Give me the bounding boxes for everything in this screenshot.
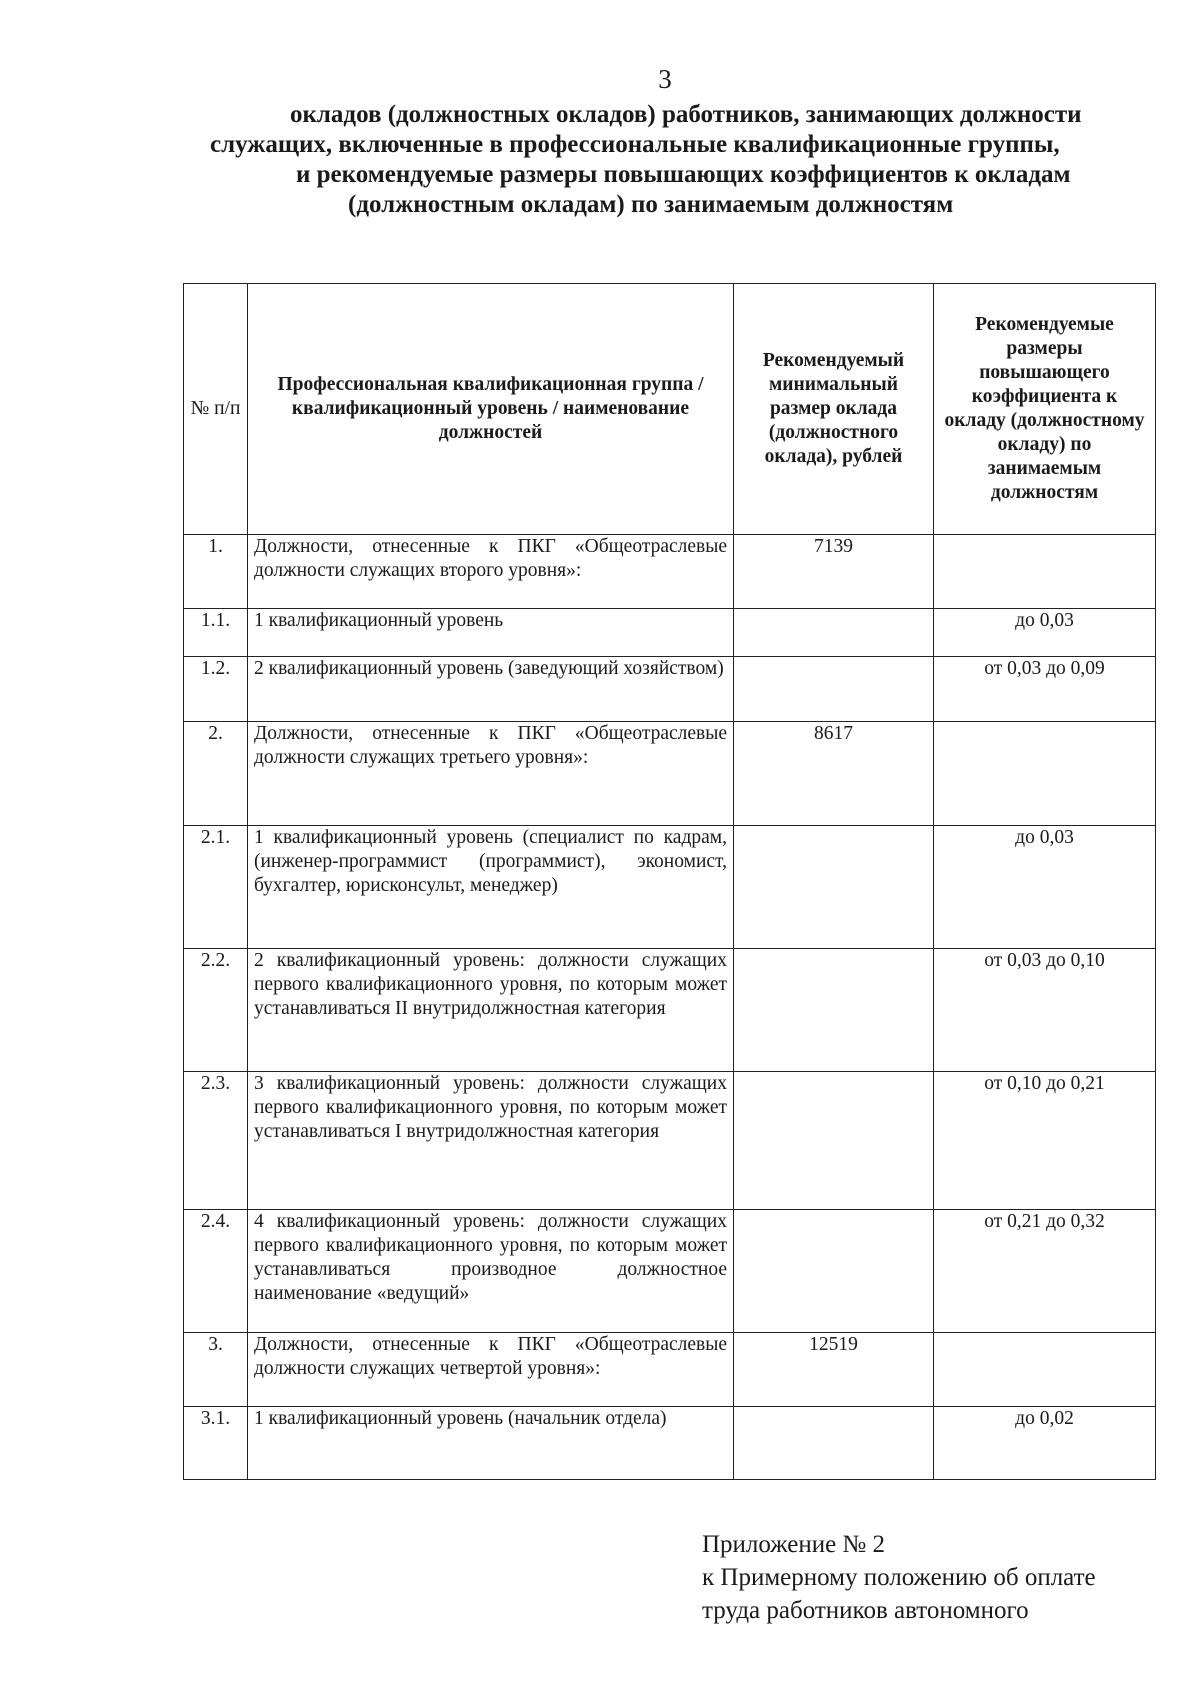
table-row [184, 949, 1156, 1072]
row-num: 3.1. [184, 1407, 248, 1480]
row-num: 2.1. [184, 826, 248, 949]
row-num: 2.2. [184, 949, 248, 1072]
row-num: 1.1. [184, 609, 248, 657]
table-row [184, 657, 1156, 722]
row-num: 1. [184, 535, 248, 609]
row-salary: 12519 [734, 1333, 934, 1407]
table-row [184, 826, 1156, 949]
row-coef: до 0,03 [934, 609, 1156, 657]
page-number: 3 [658, 64, 672, 94]
row-coef: от 0,10 до 0,21 [934, 1072, 1156, 1210]
table-row [184, 535, 1156, 609]
row-salary: 8617 [734, 722, 934, 826]
table-row [184, 1072, 1156, 1210]
row-num: 2.4. [184, 1210, 248, 1333]
row-coef: до 0,02 [934, 1407, 1156, 1480]
row-salary [734, 1210, 934, 1333]
row-num: 2.3. [184, 1072, 248, 1210]
row-coef [934, 535, 1156, 609]
row-salary [734, 1407, 934, 1480]
title-line: (должностным окладам) по занимаемым должностям [348, 191, 954, 218]
table-row [184, 1210, 1156, 1333]
table-row [184, 722, 1156, 826]
table-row [184, 609, 1156, 657]
table-row [184, 1407, 1156, 1480]
appendix-note [702, 1528, 1096, 1627]
header-salary: Рекомендуемый минимальный размер оклада (должностного оклада), рублей [734, 284, 934, 535]
row-name: 4 квалификационный уровень: должности служащих первого квалификационного уровня, по которым может устанавливаться производное должностное наименование «ведущий» [248, 1210, 734, 1333]
header-group: Профессиональная квалификационная группа / квалификационный уровень / наименование должностей [248, 284, 734, 535]
appendix-line: Приложение № 2 [702, 1531, 886, 1558]
table-row [184, 1333, 1156, 1407]
salary-table [183, 283, 1156, 1480]
row-name: 1 квалификационный уровень [248, 609, 734, 657]
row-name: Должности, отнесенные к ПКГ «Общеотраслевые должности служащих второго уровня»: [248, 535, 734, 609]
row-name: 3 квалификационный уровень: должности служащих первого квалификационного уровня, по которым может устанавливаться I внутридолжностная категория [248, 1072, 734, 1210]
row-num: 1.2. [184, 657, 248, 722]
appendix-line: труда работников автономного [702, 1597, 1029, 1624]
row-coef [934, 722, 1156, 826]
row-name: Должности, отнесенные к ПКГ «Общеотраслевые должности служащих третьего уровня»: [248, 722, 734, 826]
row-salary: 7139 [734, 535, 934, 609]
row-name: 2 квалификационный уровень: должности служащих первого квалификационного уровня, по которым может устанавливаться II внутридолжностная категория [248, 949, 734, 1072]
row-salary [734, 609, 934, 657]
row-name: Должности, отнесенные к ПКГ «Общеотраслевые должности служащих четвертой уровня»: [248, 1333, 734, 1407]
row-salary [734, 657, 934, 722]
row-salary [734, 826, 934, 949]
title-line: и рекомендуемые размеры повышающих коэффициентов к окладам [296, 161, 1071, 188]
appendix-line: к Примерному положению об оплате [702, 1564, 1096, 1591]
row-name: 1 квалификационный уровень (специалист по кадрам, (инженер-программист (программист), экономист, бухгалтер, юрисконсульт, менеджер) [248, 826, 734, 949]
row-num: 3. [184, 1333, 248, 1407]
header-coef: Рекомендуемые размеры повышающего коэффициента к окладу (должностному окладу) по занимаемым должностям [934, 284, 1156, 535]
header-num: № п/п [184, 284, 248, 535]
row-name: 1 квалификационный уровень (начальник отдела) [248, 1407, 734, 1480]
row-coef: от 0,03 до 0,10 [934, 949, 1156, 1072]
row-num: 2. [184, 722, 248, 826]
row-name: 2 квалификационный уровень (заведующий хозяйством) [248, 657, 734, 722]
row-coef: от 0,21 до 0,32 [934, 1210, 1156, 1333]
row-coef: до 0,03 [934, 826, 1156, 949]
row-coef: от 0,03 до 0,09 [934, 657, 1156, 722]
title-line: служащих, включенные в профессиональные квалификационные группы, [210, 131, 1060, 158]
table-header-row [184, 284, 1156, 535]
row-salary [734, 949, 934, 1072]
title-line: окладов (должностных окладов) работников, занимающих должности [290, 101, 1082, 128]
row-salary [734, 1072, 934, 1210]
row-coef [934, 1333, 1156, 1407]
